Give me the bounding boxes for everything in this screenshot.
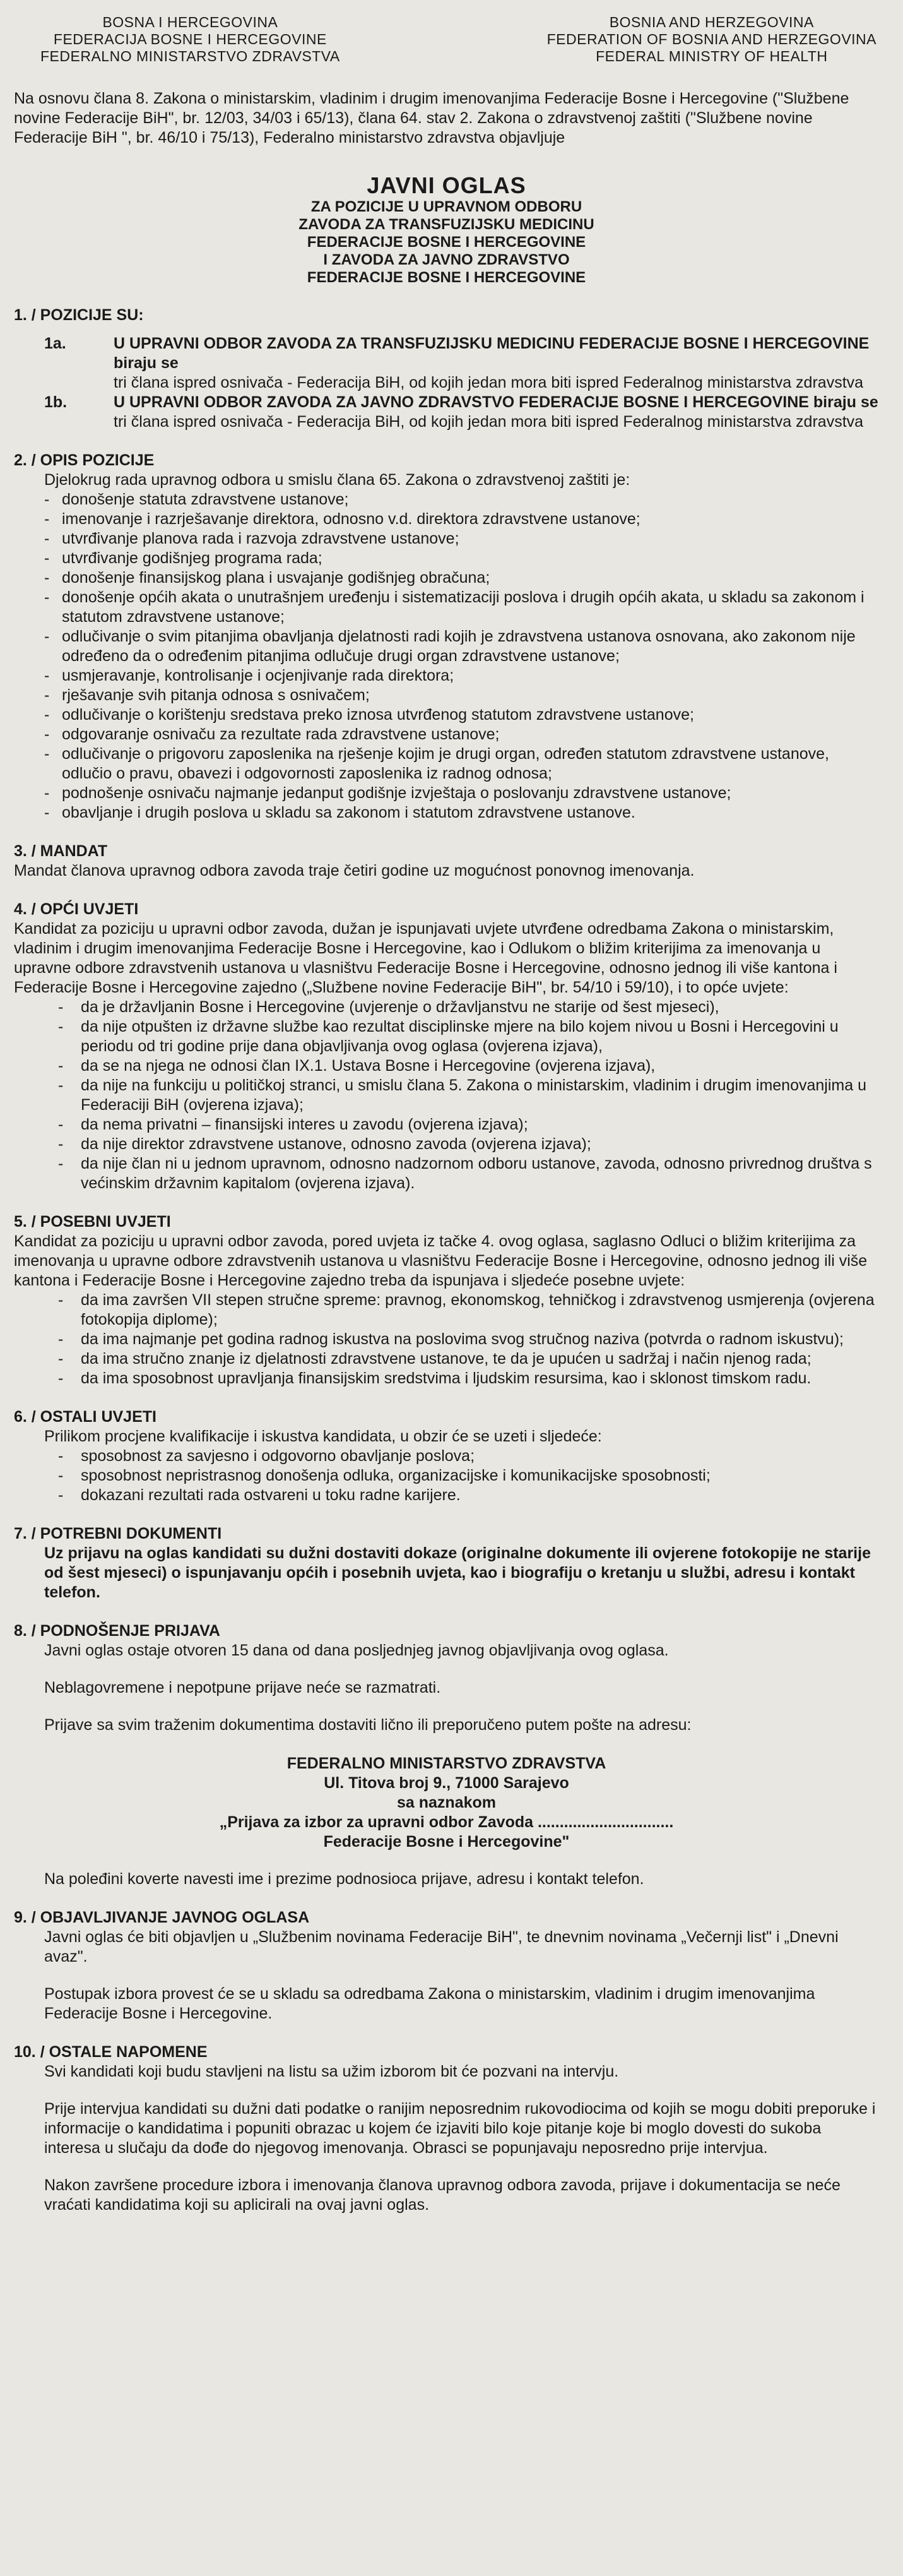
list-item: - rješavanje svih pitanja odnosa s osnivačem; — [44, 686, 879, 705]
list-item: - donošenje općih akata o unutrašnjem uređenju i sistematizaciji poslova i drugih općih akata, u skladu sa zakonom i statutom zdravstvene ustanove; — [44, 588, 879, 627]
section-text: Prije intervjua kandidati su dužni dati podatke o ranijim neposrednim rukovodiocima od kojih se mogu dobiti preporuke i informacije o kandidatima i popuniti obrazac u kojem će izjaviti bilo koje pitanje koje bi moglo dovesti do sukoba interesa u slučaju da dođe do njegovog imenovanja. Obrasci se popunjavaju neposredno prije intervjua. — [44, 2100, 876, 2157]
letterhead-line: FEDERALNO MINISTARSTVO ZDRAVSTVA — [40, 48, 340, 64]
submission-address — [14, 1754, 879, 1852]
other-conditions-list — [14, 1446, 879, 1505]
duties-list — [14, 490, 879, 823]
list-item: - sposobnost nepristrasnog donošenja odluka, organizacijske i komunikacijske sposobnosti; — [58, 1466, 879, 1486]
section-text: Nakon završene procedure izbora i imenovanja članova upravnog odbora zavoda, prijave i dokumentacija se neće vraćati kandidatima koji su aplicirali na ovaj javni oglas. — [44, 2176, 841, 2214]
list-item: - odgovaranje osnivaču za rezultate rada zdravstvene ustanove; — [44, 725, 879, 744]
section-heading: 1. / POZICIJE SU: — [14, 306, 144, 324]
documents-text: Uz prijavu na oglas kandidati su dužni dostaviti dokaze (originalne dokumente ili ovjerene fotokopije ne starije od šest mjeseci) o ispunjavanju općih i posebnih uvjeta, kao i biografiju o kretanju u službi, adresu i kontakt telefon. — [44, 1544, 871, 1601]
letterhead-line: BOSNA I HERCEGOVINA — [102, 14, 278, 30]
section-lead: Djelokrug rada upravnog odbora u smislu člana 65. Zakona o zdravstvenoj zaštiti je: — [44, 471, 630, 489]
letterhead-line: FEDERAL MINISTRY OF HEALTH — [596, 48, 828, 64]
list-item: - da ima sposobnost upravljanja finansijskim sredstvima i ljudskim resursima, kao i sklonost timskom radu. — [58, 1369, 879, 1388]
title-line: ZAVODA ZA TRANSFUZIJSKU MEDICINU — [298, 216, 594, 233]
list-item: - da nije direktor zdravstvene ustanove, odnosno zavoda (ovjerena izjava); — [58, 1135, 879, 1154]
section-text: Javni oglas ostaje otvoren 15 dana od dana posljednjeg javnog objavljivanja ovog oglasa. — [44, 1642, 669, 1659]
section-heading: 2. / OPIS POZICIJE — [14, 451, 155, 469]
title-line: ZA POZICIJE U UPRAVNOM ODBORU — [310, 198, 582, 215]
list-item: - donošenje finansijskog plana i usvajanje godišnjeg obračuna; — [44, 568, 879, 588]
section-text: Svi kandidati koji budu stavljeni na listu sa užim izborom bit će pozvani na intervju. — [44, 2063, 619, 2080]
position-title: U UPRAVNI ODBOR ZAVODA ZA TRANSFUZIJSKU MEDICINU FEDERACIJE BOSNE I HERCEGOVINE biraju se — [114, 335, 870, 372]
position-item — [14, 334, 879, 393]
section-heading: 3. / MANDAT — [14, 842, 108, 860]
section-lead: Kandidat za poziciju u upravni odbor zavoda, dužan je ispunjavati uvjete utvrđene odredbama Zakona o ministarskim, vladinim i drugim imenovanjima Federacije Bosne i Hercegovine, kao i Odlukom o bližim kriterijima za imenovanja u upravne odbore zdravstvenih ustanova u vlasništvu Federacije Bosne i Hercegovine, odnosno jednog ili više kantona i Federacije Bosne i Hercegovine zajedno („Službene novine Federacije BiH", br. 54/10 i 59/10), i to opće uvjete: — [14, 920, 837, 996]
list-item: - da nije otpušten iz državne službe kao rezultat disciplinske mjere na bilo kojem nivou u Bosni i Hercegovini u periodu od tri godine prije dana objavljivanja ovog oglasa (ovjerena izjava), — [58, 1017, 879, 1056]
letterhead-line: FEDERATION OF BOSNIA AND HERZEGOVINA — [546, 31, 876, 47]
position-detail: tri člana ispred osnivača - Federacija BiH, od kojih jedan mora biti ispred Federalnog ministarstva zdravstva — [114, 374, 864, 391]
section-heading: 5. / POSEBNI UVJETI — [14, 1213, 171, 1231]
address-line: Ul. Titova broj 9., 71000 Sarajevo — [324, 1774, 569, 1792]
title-line: FEDERACIJE BOSNE I HERCEGOVINE — [307, 234, 586, 251]
list-item: - da ima završen VII stepen stručne spreme: pravnog, ekonomskog, tehničkog i zdravstvenog usmjerenja (ovjerena fotokopija diplome); — [58, 1291, 879, 1330]
list-item: - da je državljanin Bosne i Hercegovine (uvjerenje o državljanstvu ne starije od šest mjeseci), — [58, 998, 879, 1017]
list-item: - sposobnost za savjesno i odgovorno obavljanje poslova; — [58, 1446, 879, 1466]
notice-title — [14, 173, 879, 287]
list-item: - odlučivanje o prigovoru zaposlenika na rješenje kojim je drugi organ, određen statutom zdravstvene ustanove, odlučio o pravu, obavezi i odgovornosti zaposlenika iz radnog odnosa; — [44, 744, 879, 784]
special-conditions-list — [14, 1291, 879, 1388]
list-item: - odlučivanje o korištenju sredstava preko iznosa utvrđenog statutom zdravstvene ustanove; — [44, 705, 879, 725]
position-detail: tri člana ispred osnivača - Federacija BiH, od kojih jedan mora biti ispred Federalnog ministarstva zdravstva — [114, 413, 864, 431]
list-item: - da nije na funkciju u političkoj stranci, u smislu člana 5. Zakona o ministarskim, vladinim i drugim imenovanjima u Federaciji BiH (ovjerena izjava); — [58, 1076, 879, 1115]
list-item: - usmjeravanje, kontrolisanje i ocjenjivanje rada direktora; — [44, 666, 879, 686]
letterhead-line: BOSNIA AND HERZEGOVINA — [609, 14, 814, 30]
section-heading: 8. / PODNOŠENJE PRIJAVA — [14, 1622, 220, 1640]
section-text: Na poleđini koverte navesti ime i prezime podnosioca prijave, adresu i kontakt telefon. — [44, 1870, 644, 1888]
section-text: Prijave sa svim traženim dokumentima dostaviti lično ili preporučeno putem pošte na adresu: — [44, 1716, 692, 1734]
letterhead-local — [40, 14, 340, 65]
section-text: Neblagovremene i nepotpune prijave neće se razmatrati. — [44, 1679, 441, 1696]
list-item: - da nije član ni u jednom upravnom, odnosno nadzornom odboru ustanove, zavoda, odnosno privrednog društva s većinskim državnim kapitalom (ovjerena izjava). — [58, 1154, 879, 1193]
title-main: JAVNI OGLAS — [367, 172, 526, 198]
general-conditions-list — [14, 998, 879, 1193]
list-item: - da ima stručno znanje iz djelatnosti zdravstvene ustanove, te da je upućen u sadržaj i način njenog rada; — [58, 1349, 879, 1369]
list-item: - utvrđivanje planova rada i razvoja zdravstvene ustanove; — [44, 529, 879, 549]
section-heading: 4. / OPĆI UVJETI — [14, 900, 139, 918]
list-item: - da se na njega ne odnosi član IX.1. Ustava Bosne i Hercegovine (ovjerena izjava), — [58, 1056, 879, 1076]
letterhead — [14, 14, 879, 65]
letterhead-english — [547, 14, 876, 65]
section-lead: Prilikom procjene kvalifikacije i iskustva kandidata, u obzir će se uzeti i sljedeće: — [44, 1428, 602, 1445]
position-item — [14, 393, 879, 432]
address-line: sa naznakom — [396, 1794, 496, 1811]
list-item: - podnošenje osnivaču najmanje jedanput godišnje izvještaja o poslovanju zdravstvene ustanove; — [44, 784, 879, 803]
title-line: I ZAVODA ZA JAVNO ZDRAVSTVO — [323, 251, 570, 268]
address-line: FEDERALNO MINISTARSTVO ZDRAVSTVA — [286, 1755, 606, 1772]
section-text: Postupak izbora provest će se u skladu sa odredbama Zakona o ministarskim, vladinim i drugim imenovanjima Federacije Bosne i Hercegovine. — [44, 1985, 815, 2022]
letterhead-line: FEDERACIJA BOSNE I HERCEGOVINE — [53, 31, 327, 47]
section-text: Javni oglas će biti objavljen u „Službenim novinama Federacije BiH", te dnevnim novinama „Večernji list" i „Dnevni avaz". — [44, 1928, 839, 1965]
address-line: „Prijava za izbor za upravni odbor Zavoda ............................... — [219, 1813, 674, 1831]
position-number: 1a. — [44, 335, 66, 352]
section-heading: 9. / OBJAVLJIVANJE JAVNOG OGLASA — [14, 1909, 310, 1926]
intro-paragraph: Na osnovu člana 8. Zakona o ministarskim, vladinim i drugim imenovanjima Federacije Bosne i Hercegovine ("Službene novine Federacije BiH", br. 12/03, 34/03 i 65/13), člana 64. stav 2. Zakona o zdravstvenoj zaštiti ("Službene novine Federacije BiH ", br. 46/10 i 75/13), Federalno ministarstvo zdravstva objavljuje — [14, 90, 849, 146]
list-item: - imenovanje i razrješavanje direktora, odnosno v.d. direktora zdravstvene ustanove; — [44, 510, 879, 529]
section-heading: 6. / OSTALI UVJETI — [14, 1408, 156, 1426]
list-item: - dokazani rezultati rada ostvareni u toku radne karijere. — [58, 1486, 879, 1505]
section-lead: Kandidat za poziciju u upravni odbor zavoda, pored uvjeta iz tačke 4. ovog oglasa, saglasno Odluci o bližim kriterijima za imenovanja u upravne odbore zdravstvenih ustanova u vlasništvu Federacije Bosne i Hercegovine, odnosno jednog ili više kantona i Federacije Bosne i Hercegovine zajedno treba da ispunjava i sljedeće posebne uvjete: — [14, 1232, 868, 1289]
list-item: - odlučivanje o svim pitanjima obavljanja djelatnosti radi kojih je zdravstvena ustanova osnovana, ako zakonom nije određeno da o određenim pitanjima odlučuje drugi organ zdravstvene ustanove; — [44, 627, 879, 666]
position-number: 1b. — [44, 393, 68, 411]
section-heading: 10. / OSTALE NAPOMENE — [14, 2043, 208, 2061]
title-line: FEDERACIJE BOSNE I HERCEGOVINE — [307, 269, 586, 286]
list-item: - obavljanje i drugih poslova u skladu sa zakonom i statutom zdravstvene ustanove. — [44, 803, 879, 823]
section-heading: 7. / POTREBNI DOKUMENTI — [14, 1525, 222, 1542]
list-item: - utvrđivanje godišnjeg programa rada; — [44, 549, 879, 568]
section-text: Mandat članova upravnog odbora zavoda traje četiri godine uz mogućnost ponovnog imenovanja. — [14, 862, 695, 880]
position-title: U UPRAVNI ODBOR ZAVODA ZA JAVNO ZDRAVSTVO FEDERACIJE BOSNE I HERCEGOVINE biraju se — [114, 393, 878, 411]
list-item: - da nema privatni – finansijski interes u zavodu (ovjerena izjava); — [58, 1115, 879, 1135]
address-line: Federacije Bosne i Hercegovine" — [323, 1833, 570, 1851]
list-item: - donošenje statuta zdravstvene ustanove; — [44, 490, 879, 510]
list-item: - da ima najmanje pet godina radnog iskustva na poslovima svog stručnog naziva (potvrda o radnom iskustvu); — [58, 1330, 879, 1349]
